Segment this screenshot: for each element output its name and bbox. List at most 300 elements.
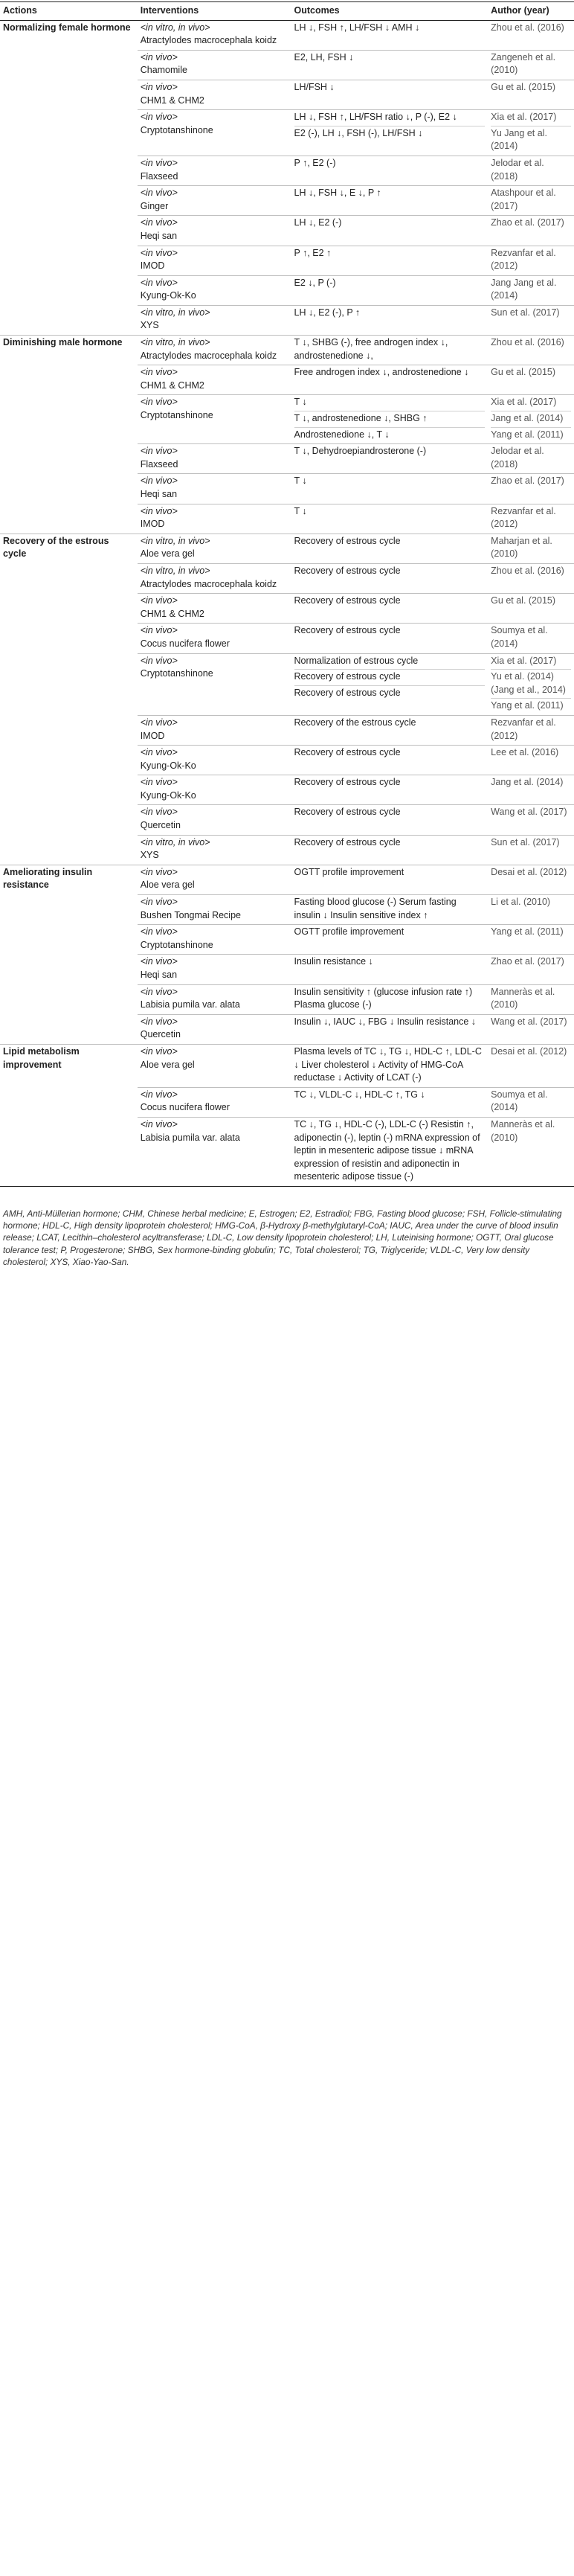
intervention-name: Cryptotanshinone — [140, 939, 213, 950]
table-row — [0, 275, 574, 305]
action-cell-empty — [0, 246, 138, 275]
author-cell — [488, 336, 574, 365]
study-type-tag: <in vitro, in vivo> — [140, 22, 210, 33]
author-cell — [488, 895, 574, 925]
author-text: Zhao et al. (2017) — [491, 956, 564, 967]
outcomes-cell — [291, 984, 488, 1014]
author-text: Desai et al. (2012) — [491, 866, 567, 877]
outcome-text: TC ↓, TG ↓, HDL-C (-), LDL-C (-) Resistin ↑, adiponectin (-), leptin (-) mRNA expression of leptin in mesenteric adipose tissue ↓ mRNA expression of resistin and adiponectin in mesenteric adipose tissue (-) — [294, 1118, 480, 1182]
table-row — [0, 336, 574, 365]
outcomes-cell — [291, 336, 488, 365]
intervention-name: Flaxseed — [140, 458, 178, 470]
intervention-name: XYS — [140, 850, 159, 861]
table-row — [0, 20, 574, 50]
outcome-text: Insulin resistance ↓ — [294, 956, 373, 967]
intervention-name: Aloe vera gel — [140, 548, 195, 560]
intervention-cell — [138, 775, 291, 805]
action-cell-empty — [0, 365, 138, 395]
author-text: Li et al. (2010) — [491, 897, 551, 908]
outcome-text: Recovery of the estrous cycle — [294, 717, 416, 728]
intervention-cell — [138, 534, 291, 563]
action-cell-empty — [0, 835, 138, 865]
intervention-name: Cryptotanshinone — [140, 410, 213, 421]
header-interventions: Interventions — [138, 2, 291, 21]
study-type-tag: <in vivo> — [140, 625, 178, 636]
header-actions: Actions — [0, 2, 138, 21]
study-type-tag: <in vivo> — [140, 777, 178, 788]
intervention-cell — [138, 305, 291, 335]
intervention-cell — [138, 594, 291, 624]
author-text: Lee et al. (2016) — [491, 747, 559, 758]
author-cell — [488, 110, 574, 156]
outcome-text: Plasma levels of TC ↓, TG ↓, HDL-C ↑, LDL-C ↓ Liver cholesterol ↓ Activity of HMG-CoA reductase ↓ Activity of LCAT (-) — [294, 1045, 482, 1083]
outcomes-cell — [291, 955, 488, 984]
action-cell-empty — [0, 50, 138, 80]
author-text: Wang et al. (2017) — [491, 1016, 567, 1027]
outcome-text: Insulin ↓, IAUC ↓, FBG ↓ Insulin resistance ↓ — [294, 1016, 477, 1027]
author-text: Soumya et al. (2014) — [491, 625, 548, 649]
outcomes-cell — [291, 715, 488, 745]
intervention-name: Chamomile — [140, 65, 187, 76]
author-cell — [488, 156, 574, 185]
action-label: Lipid metabolism improvement — [0, 1044, 138, 1087]
outcome-text: Free androgen index ↓, androstenedione ↓ — [294, 367, 469, 378]
author-cell — [488, 865, 574, 894]
study-type-tag: <in vivo> — [140, 655, 178, 666]
author-text: Manneràs et al. (2010) — [491, 986, 555, 1010]
action-cell-empty — [0, 955, 138, 984]
author-text: Soumya et al. (2014) — [491, 1089, 548, 1113]
study-type-tag: <in vivo> — [140, 717, 178, 728]
intervention-name: Heqi san — [140, 230, 178, 241]
table-row — [0, 1117, 574, 1186]
outcome-text: OGTT profile improvement — [294, 866, 404, 877]
author-cell — [488, 805, 574, 835]
intervention-cell — [138, 653, 291, 715]
author-text: Yang et al. (2011) — [491, 698, 571, 713]
outcomes-cell — [291, 156, 488, 185]
interventions-table — [0, 1, 574, 1187]
header-outcomes: Outcomes — [291, 2, 488, 21]
author-cell — [488, 563, 574, 593]
intervention-name: Atractylodes macrocephala koidz — [140, 350, 277, 361]
action-cell-empty — [0, 186, 138, 216]
intervention-name: IMOD — [140, 260, 165, 272]
study-type-tag: <in vivo> — [140, 51, 178, 63]
table-row — [0, 1014, 574, 1044]
intervention-name: Labisia pumila var. alata — [140, 1132, 240, 1143]
intervention-name: Quercetin — [140, 820, 181, 831]
intervention-cell — [138, 336, 291, 365]
author-text: Desai et al. (2012) — [491, 1045, 567, 1057]
author-cell — [488, 624, 574, 653]
action-cell-empty — [0, 110, 138, 156]
study-type-tag: <in vitro, in vivo> — [140, 307, 210, 318]
action-cell-empty — [0, 895, 138, 925]
outcomes-cell — [291, 80, 488, 109]
table-row — [0, 955, 574, 984]
author-text: Rezvanfar et al. (2012) — [491, 717, 556, 741]
study-type-tag: <in vitro, in vivo> — [140, 565, 210, 576]
author-cell — [488, 746, 574, 775]
intervention-name: CHM1 & CHM2 — [140, 379, 204, 391]
outcome-text: Recovery of estrous cycle — [294, 777, 401, 788]
action-cell-empty — [0, 653, 138, 715]
outcome-text: Recovery of estrous cycle — [294, 685, 486, 700]
author-text: Rezvanfar et al. (2012) — [491, 247, 556, 272]
outcome-text: E2 (-), LH ↓, FSH (-), LH/FSH ↓ — [294, 126, 486, 141]
intervention-cell — [138, 984, 291, 1014]
table-row — [0, 186, 574, 216]
intervention-name: Ginger — [140, 200, 169, 211]
author-cell — [488, 275, 574, 305]
action-cell-empty — [0, 275, 138, 305]
action-cell-empty — [0, 504, 138, 534]
intervention-cell — [138, 1014, 291, 1044]
outcomes-cell — [291, 805, 488, 835]
author-text: Jang Jang et al. (2014) — [491, 277, 557, 301]
study-type-tag: <in vivo> — [140, 81, 178, 92]
intervention-cell — [138, 246, 291, 275]
author-text: Zhou et al. (2016) — [491, 565, 564, 576]
author-cell — [488, 305, 574, 335]
table-row — [0, 395, 574, 444]
outcome-text: P ↑, E2 ↑ — [294, 247, 332, 258]
intervention-cell — [138, 504, 291, 534]
action-cell-empty — [0, 80, 138, 109]
intervention-cell — [138, 955, 291, 984]
outcome-text: LH ↓, FSH ↑, LH/FSH ratio ↓, P (-), E2 ↓ — [294, 112, 457, 123]
study-type-tag: <in vivo> — [140, 217, 178, 228]
outcome-text: Recovery of estrous cycle — [294, 535, 401, 546]
action-cell-empty — [0, 1117, 138, 1186]
intervention-cell — [138, 110, 291, 156]
author-cell — [488, 395, 574, 444]
outcomes-cell — [291, 110, 488, 156]
intervention-cell — [138, 805, 291, 835]
outcome-text: LH ↓, FSH ↓, E ↓, P ↑ — [294, 188, 381, 199]
outcome-text: T ↓ — [294, 397, 307, 408]
table-row — [0, 474, 574, 504]
table-footnote: AMH, Anti-Müllerian hormone; CHM, Chinese herbal medicine; E, Estrogen; E2, Estradiol; FBG, Fasting blood glucose; FSH, Follicle-stimulating hormone; HDL-C, High density lipoprotein cholesterol; HMG-CoA, β-Hydroxy β-methylglutaryl-CoA; IAUC, Area under the curve of blood insulin release; LCAT, Lecithin–cholesterol acyltransferase; LDL-C, Low density lipoprotein cholesterol; LH, Luteinising hormone; OGTT, Oral glucose tolerance test; P, Progesterone; SHBG, Sex hormone-binding globulin; TC, Total cholesterol; TG, Triglyceride; VLDL-C, Very low density cholesterol; XYS, Xiao-Yao-San. — [3, 1208, 562, 1267]
outcomes-cell — [291, 746, 488, 775]
author-text: Zhou et al. (2016) — [491, 22, 564, 33]
outcomes-cell — [291, 563, 488, 593]
table-row — [0, 305, 574, 335]
intervention-cell — [138, 275, 291, 305]
study-type-tag: <in vivo> — [140, 1089, 178, 1100]
intervention-name: Quercetin — [140, 1029, 181, 1040]
study-type-tag: <in vivo> — [140, 747, 178, 758]
action-cell-empty — [0, 775, 138, 805]
author-cell — [488, 504, 574, 534]
author-cell — [488, 653, 574, 715]
outcomes-cell — [291, 1044, 488, 1087]
outcomes-cell — [291, 594, 488, 624]
table-row — [0, 895, 574, 925]
intervention-cell — [138, 1044, 291, 1087]
table-row — [0, 653, 574, 715]
outcomes-cell — [291, 20, 488, 50]
table-row — [0, 365, 574, 395]
outcomes-cell — [291, 653, 488, 715]
outcome-text: TC ↓, VLDL-C ↓, HDL-C ↑, TG ↓ — [294, 1089, 425, 1100]
author-cell — [488, 1044, 574, 1087]
outcomes-cell — [291, 186, 488, 216]
action-cell-empty — [0, 474, 138, 504]
intervention-name: Kyung-Ok-Ko — [140, 290, 196, 301]
action-label: Recovery of the estrous cycle — [0, 534, 138, 563]
author-cell — [488, 984, 574, 1014]
header-author: Author (year) — [488, 2, 574, 21]
author-text: Wang et al. (2017) — [491, 807, 567, 818]
action-cell-empty — [0, 156, 138, 185]
intervention-cell — [138, 624, 291, 653]
author-text: Yu Jang et al. (2014) — [491, 126, 571, 153]
study-type-tag: <in vivo> — [140, 595, 178, 606]
outcomes-cell — [291, 365, 488, 395]
intervention-cell — [138, 563, 291, 593]
outcomes-cell — [291, 1117, 488, 1186]
outcomes-cell — [291, 50, 488, 80]
action-cell-empty — [0, 444, 138, 474]
outcomes-cell — [291, 1087, 488, 1117]
author-cell — [488, 835, 574, 865]
study-type-tag: <in vivo> — [140, 505, 178, 516]
action-cell-empty — [0, 1014, 138, 1044]
outcome-text: T ↓, Dehydroepiandrosterone (-) — [294, 446, 427, 457]
study-type-tag: <in vivo> — [140, 866, 178, 877]
table-row — [0, 925, 574, 955]
author-text: Zhou et al. (2016) — [491, 337, 564, 348]
action-cell-empty — [0, 563, 138, 593]
intervention-name: CHM1 & CHM2 — [140, 94, 204, 106]
outcomes-cell — [291, 865, 488, 894]
outcomes-cell — [291, 444, 488, 474]
intervention-name: Kyung-Ok-Ko — [140, 789, 196, 801]
study-type-tag: <in vivo> — [140, 1016, 178, 1027]
intervention-cell — [138, 1087, 291, 1117]
outcome-text: OGTT profile improvement — [294, 926, 404, 938]
table-row — [0, 246, 574, 275]
intervention-name: Heqi san — [140, 970, 178, 980]
intervention-name: Heqi san — [140, 489, 178, 499]
study-type-tag: <in vivo> — [140, 1118, 178, 1130]
author-cell — [488, 715, 574, 745]
study-type-tag: <in vivo> — [140, 277, 178, 288]
table-row — [0, 563, 574, 593]
intervention-name: Atractylodes macrocephala koidz — [140, 35, 277, 46]
author-text: Zangeneh et al. (2010) — [491, 51, 556, 76]
table-row — [0, 110, 574, 156]
author-text: Jelodar et al. (2018) — [491, 157, 544, 182]
study-type-tag: <in vivo> — [140, 897, 178, 908]
intervention-cell — [138, 746, 291, 775]
action-cell-empty — [0, 594, 138, 624]
intervention-cell — [138, 925, 291, 955]
author-cell — [488, 216, 574, 246]
action-label: Normalizing female hormone — [3, 22, 131, 33]
author-text: Gu et al. (2015) — [491, 595, 556, 606]
outcome-text: Recovery of estrous cycle — [294, 595, 401, 606]
table-row — [0, 534, 574, 563]
outcomes-cell — [291, 216, 488, 246]
table-row — [0, 984, 574, 1014]
action-cell-empty — [0, 984, 138, 1014]
intervention-cell — [138, 365, 291, 395]
study-type-tag: <in vivo> — [140, 157, 178, 168]
author-text: Yu et al. (2014) (Jang et al., 2014) — [491, 669, 571, 696]
study-type-tag: <in vivo> — [140, 986, 178, 997]
author-cell — [488, 955, 574, 984]
author-text: Yang et al. (2011) — [491, 926, 564, 938]
table-row — [0, 805, 574, 835]
outcomes-cell — [291, 246, 488, 275]
intervention-cell — [138, 895, 291, 925]
outcome-text: LH ↓, E2 (-) — [294, 217, 342, 228]
action-cell-empty — [0, 1087, 138, 1117]
outcome-text: Recovery of estrous cycle — [294, 669, 486, 684]
outcomes-cell — [291, 275, 488, 305]
outcomes-cell — [291, 775, 488, 805]
outcome-text: T ↓, SHBG (-), free androgen index ↓, androstenedione ↓, — [294, 337, 448, 361]
intervention-name: IMOD — [140, 519, 165, 530]
author-cell — [488, 80, 574, 109]
intervention-name: Labisia pumila var. alata — [140, 999, 240, 1010]
outcome-text: Insulin sensitivity ↑ (glucose infusion rate ↑) Plasma glucose (-) — [294, 986, 473, 1010]
outcome-text: Recovery of estrous cycle — [294, 625, 401, 636]
intervention-name: Bushen Tongmai Recipe — [140, 909, 241, 920]
intervention-name: Atractylodes macrocephala koidz — [140, 578, 277, 589]
table-row — [0, 156, 574, 185]
study-type-tag: <in vivo> — [140, 475, 178, 487]
table-row — [0, 865, 574, 894]
intervention-name: IMOD — [140, 730, 165, 741]
outcomes-cell — [291, 474, 488, 504]
outcomes-cell — [291, 835, 488, 865]
author-text: Atashpour et al. (2017) — [491, 188, 556, 211]
table-row — [0, 216, 574, 246]
outcome-text: LH/FSH ↓ — [294, 81, 335, 92]
author-text: Gu et al. (2015) — [491, 367, 556, 378]
study-type-tag: <in vivo> — [140, 397, 178, 408]
action-label: Diminishing male hormone — [0, 336, 138, 365]
action-cell-empty — [0, 395, 138, 444]
author-cell — [488, 186, 574, 216]
intervention-cell — [138, 156, 291, 185]
action-cell-empty — [0, 216, 138, 246]
action-cell-empty — [0, 805, 138, 835]
intervention-cell — [138, 715, 291, 745]
author-text: Sun et al. (2017) — [491, 307, 560, 318]
outcomes-cell — [291, 534, 488, 563]
author-text: Sun et al. (2017) — [491, 836, 560, 848]
intervention-name: Cocus nucifera flower — [140, 1102, 230, 1113]
author-cell — [488, 365, 574, 395]
action-cell-empty — [0, 746, 138, 775]
outcome-text: Recovery of estrous cycle — [294, 565, 401, 576]
author-cell — [488, 50, 574, 80]
author-text: Maharjan et al. (2010) — [491, 535, 552, 560]
study-type-tag: <in vivo> — [140, 188, 178, 199]
intervention-name: Flaxseed — [140, 170, 178, 182]
outcome-text: T ↓ — [294, 475, 307, 487]
author-cell — [488, 1087, 574, 1117]
study-type-tag: <in vivo> — [140, 247, 178, 258]
author-text: Gu et al. (2015) — [491, 81, 556, 92]
author-text: Xia et al. (2017) — [491, 112, 557, 123]
intervention-cell — [138, 186, 291, 216]
table-row — [0, 444, 574, 474]
table-row — [0, 746, 574, 775]
study-type-tag: <in vivo> — [140, 956, 178, 967]
author-cell — [488, 534, 574, 563]
table-row — [0, 594, 574, 624]
intervention-name: Aloe vera gel — [140, 1059, 195, 1070]
author-cell — [488, 444, 574, 474]
table-row — [0, 624, 574, 653]
intervention-cell — [138, 20, 291, 50]
study-type-tag: <in vivo> — [140, 1045, 178, 1057]
author-text: Manneràs et al. (2010) — [491, 1118, 555, 1143]
author-cell — [488, 594, 574, 624]
intervention-cell — [138, 50, 291, 80]
outcome-text: Recovery of estrous cycle — [294, 747, 401, 758]
intervention-cell — [138, 80, 291, 109]
author-text: Jelodar et al. (2018) — [491, 446, 544, 470]
outcomes-cell — [291, 305, 488, 335]
outcome-text: LH ↓, E2 (-), P ↑ — [294, 307, 361, 318]
author-cell — [488, 474, 574, 504]
author-cell — [488, 1014, 574, 1044]
action-cell-empty — [0, 624, 138, 653]
intervention-name: Aloe vera gel — [140, 880, 195, 891]
intervention-name: Cocus nucifera flower — [140, 638, 230, 649]
intervention-cell — [138, 474, 291, 504]
table-container — [0, 0, 574, 1187]
table-row — [0, 504, 574, 534]
intervention-name: CHM1 & CHM2 — [140, 608, 204, 619]
study-type-tag: <in vivo> — [140, 446, 178, 457]
outcome-text: Normalization of estrous cycle — [294, 655, 419, 666]
author-cell — [488, 20, 574, 50]
study-type-tag: <in vivo> — [140, 112, 178, 123]
outcome-text: Recovery of estrous cycle — [294, 836, 401, 848]
intervention-cell — [138, 216, 291, 246]
table-row — [0, 50, 574, 80]
outcomes-cell — [291, 925, 488, 955]
outcome-text: P ↑, E2 (-) — [294, 157, 336, 168]
intervention-name: Cryptotanshinone — [140, 124, 213, 135]
table-row — [0, 80, 574, 109]
outcome-text: LH ↓, FSH ↑, LH/FSH ↓ AMH ↓ — [294, 22, 420, 33]
study-type-tag: <in vivo> — [140, 926, 178, 938]
outcomes-cell — [291, 624, 488, 653]
outcome-text: T ↓, androstenedione ↓, SHBG ↑ — [294, 411, 486, 426]
table-body — [0, 20, 574, 1186]
action-cell-empty — [0, 715, 138, 745]
study-type-tag: <in vitro, in vivo> — [140, 836, 210, 848]
author-cell — [488, 925, 574, 955]
action-cell-empty — [0, 925, 138, 955]
outcomes-cell — [291, 504, 488, 534]
author-text: Zhao et al. (2017) — [491, 217, 564, 228]
study-type-tag: <in vitro, in vivo> — [140, 337, 210, 348]
action-cell-empty — [0, 305, 138, 335]
outcome-text: Fasting blood glucose (-) Serum fasting insulin ↓ Insulin sensitive index ↑ — [294, 897, 457, 920]
action-label: Ameliorating insulin resistance — [0, 865, 138, 894]
table-row — [0, 1044, 574, 1087]
